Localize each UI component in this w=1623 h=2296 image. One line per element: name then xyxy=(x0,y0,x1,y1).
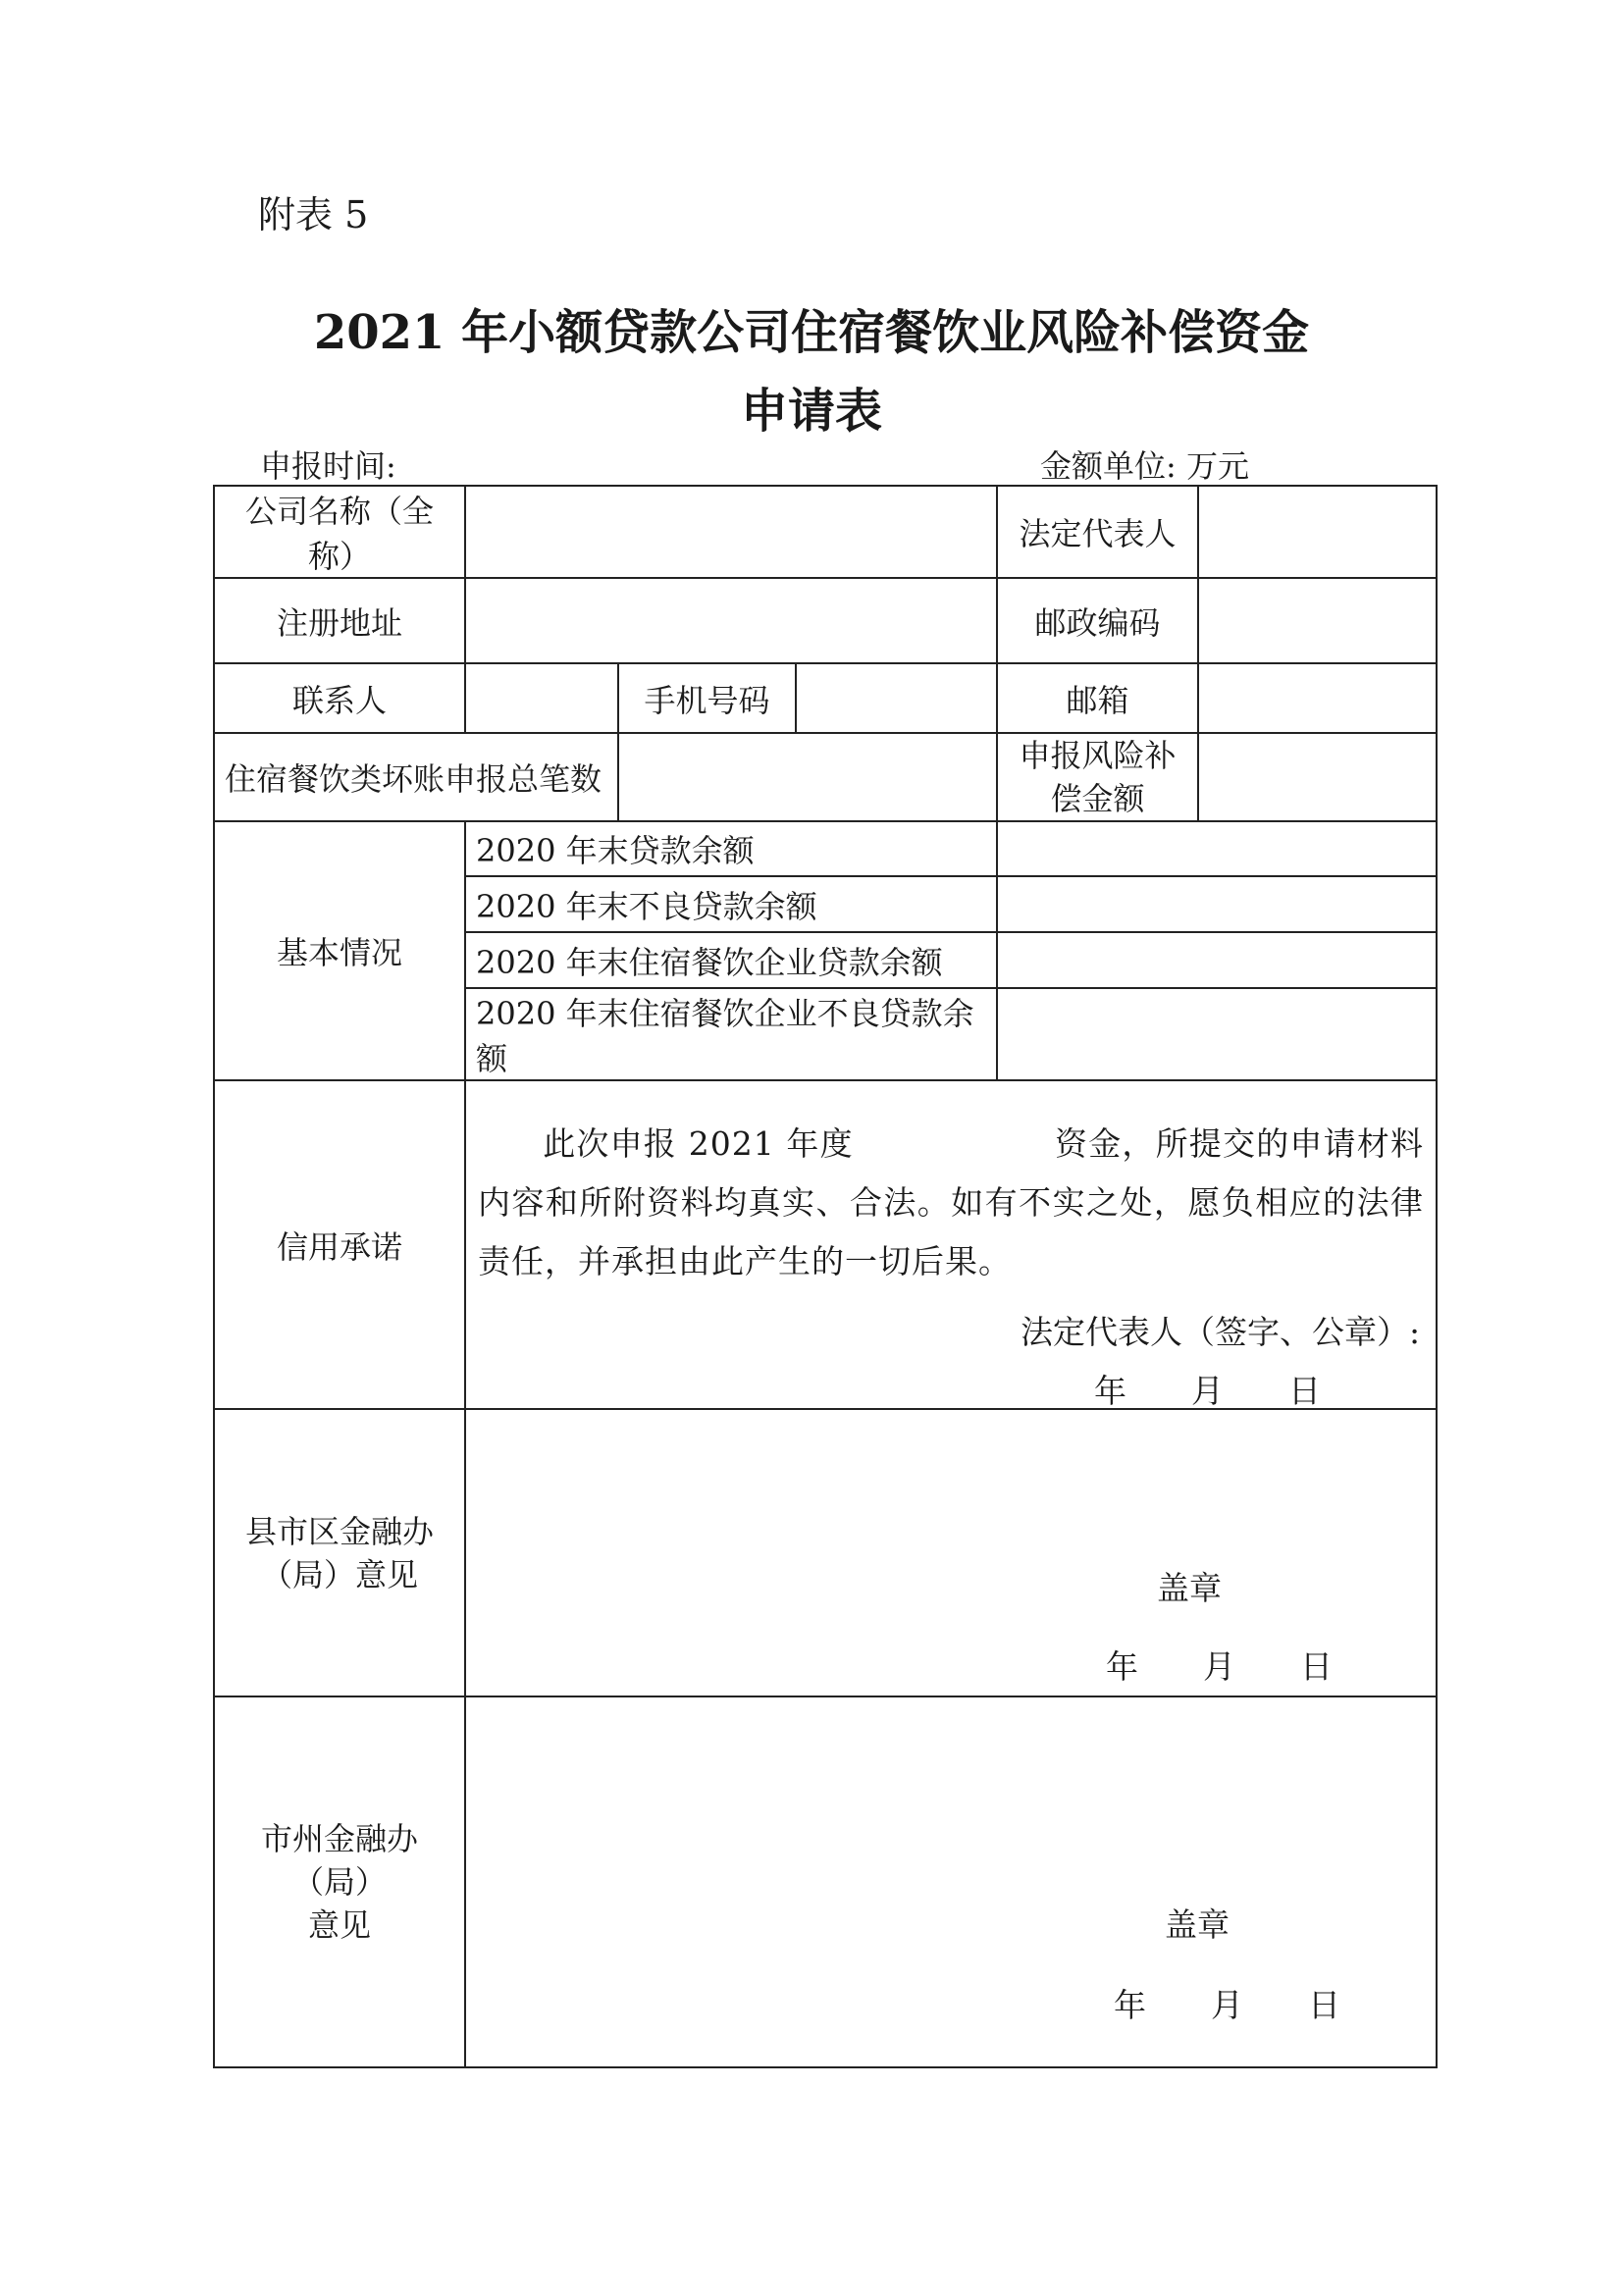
city-date: 年 月 日 xyxy=(1114,1986,1340,2024)
bad-debt-count-label: 住宿餐饮类坏账申报总笔数 xyxy=(214,733,618,821)
application-form xyxy=(213,485,1438,2068)
credit-label: 信用承诺 xyxy=(214,1080,465,1409)
email-field[interactable] xyxy=(1198,663,1437,733)
table-row xyxy=(214,1696,1437,2067)
county-opinion-label-line2: （局）意见 xyxy=(260,1555,418,1593)
basic-row-value[interactable] xyxy=(997,932,1437,988)
mobile-field[interactable] xyxy=(796,663,997,733)
unit-label: 金额单位: 万元 xyxy=(1040,447,1249,485)
city-stamp-label: 盖章 xyxy=(1165,1905,1230,1944)
email-label: 邮箱 xyxy=(997,663,1198,733)
credit-sign-label: 法定代表人（签字、公章）: xyxy=(1021,1313,1421,1351)
basic-row-value[interactable] xyxy=(997,876,1437,932)
basic-row-label: 2020 年末住宿餐饮企业贷款余额 xyxy=(465,932,997,988)
city-opinion-label-line1: 市州金融办 xyxy=(260,1820,418,1857)
basic-row-value[interactable] xyxy=(997,988,1437,1080)
table-row xyxy=(214,578,1437,663)
table-row xyxy=(214,733,1437,821)
county-stamp-label: 盖章 xyxy=(1157,1569,1222,1607)
compensation-label xyxy=(997,733,1198,821)
city-opinion-label xyxy=(214,1696,465,2067)
county-opinion-label xyxy=(214,1409,465,1696)
city-opinion-cell[interactable] xyxy=(465,1696,1437,2067)
basic-row-label: 2020 年末贷款余额 xyxy=(465,821,997,876)
table-row xyxy=(214,663,1437,733)
contact-label: 联系人 xyxy=(214,663,465,733)
table-row xyxy=(214,821,1437,876)
attachment-label: 附表 5 xyxy=(258,193,369,236)
basic-row-label: 2020 年末住宿餐饮企业不良贷款余额 xyxy=(465,988,997,1080)
compensation-label-line2: 偿金额 xyxy=(1050,780,1145,817)
basic-info-label: 基本情况 xyxy=(214,821,465,1080)
basic-row-value[interactable] xyxy=(997,821,1437,876)
credit-promise-text: 此次申报 2021 年度 资金，所提交的申请材料内容和所附资料均真实、合法。如有不实之处，愿负相应的法律责任，并承担由此产生的一切后果。 xyxy=(478,1124,1425,1280)
legal-rep-field[interactable] xyxy=(1198,486,1437,578)
page-title: 2021 年小额贷款公司住宿餐饮业风险补偿资金 xyxy=(313,305,1310,360)
compensation-label-line1: 申报风险补 xyxy=(1019,737,1177,774)
legal-rep-label: 法定代表人 xyxy=(997,486,1198,578)
county-date: 年 月 日 xyxy=(1106,1647,1333,1686)
company-name-field[interactable] xyxy=(465,486,997,578)
bad-debt-count-field[interactable] xyxy=(618,733,997,821)
credit-promise-cell xyxy=(465,1080,1437,1409)
credit-date: 年 月 日 xyxy=(1094,1372,1321,1410)
basic-row-label: 2020 年末不良贷款余额 xyxy=(465,876,997,932)
report-time-label: 申报时间: xyxy=(260,447,396,485)
city-opinion-label-line3: 意见 xyxy=(307,1906,371,1944)
table-row xyxy=(214,486,1437,578)
postcode-label: 邮政编码 xyxy=(997,578,1198,663)
reg-address-field[interactable] xyxy=(465,578,997,663)
reg-address-label: 注册地址 xyxy=(214,578,465,663)
city-opinion-label-line2: （局） xyxy=(291,1863,387,1901)
company-name-label: 公司名称（全称） xyxy=(214,486,465,578)
page-subtitle: 申请表 xyxy=(740,384,882,439)
mobile-label: 手机号码 xyxy=(618,663,796,733)
table-row xyxy=(214,1409,1437,1696)
table-row xyxy=(214,1080,1437,1409)
compensation-field[interactable] xyxy=(1198,733,1437,821)
county-opinion-cell[interactable] xyxy=(465,1409,1437,1696)
county-opinion-label-line1: 县市区金融办 xyxy=(244,1512,434,1550)
contact-field[interactable] xyxy=(465,663,618,733)
postcode-field[interactable] xyxy=(1198,578,1437,663)
